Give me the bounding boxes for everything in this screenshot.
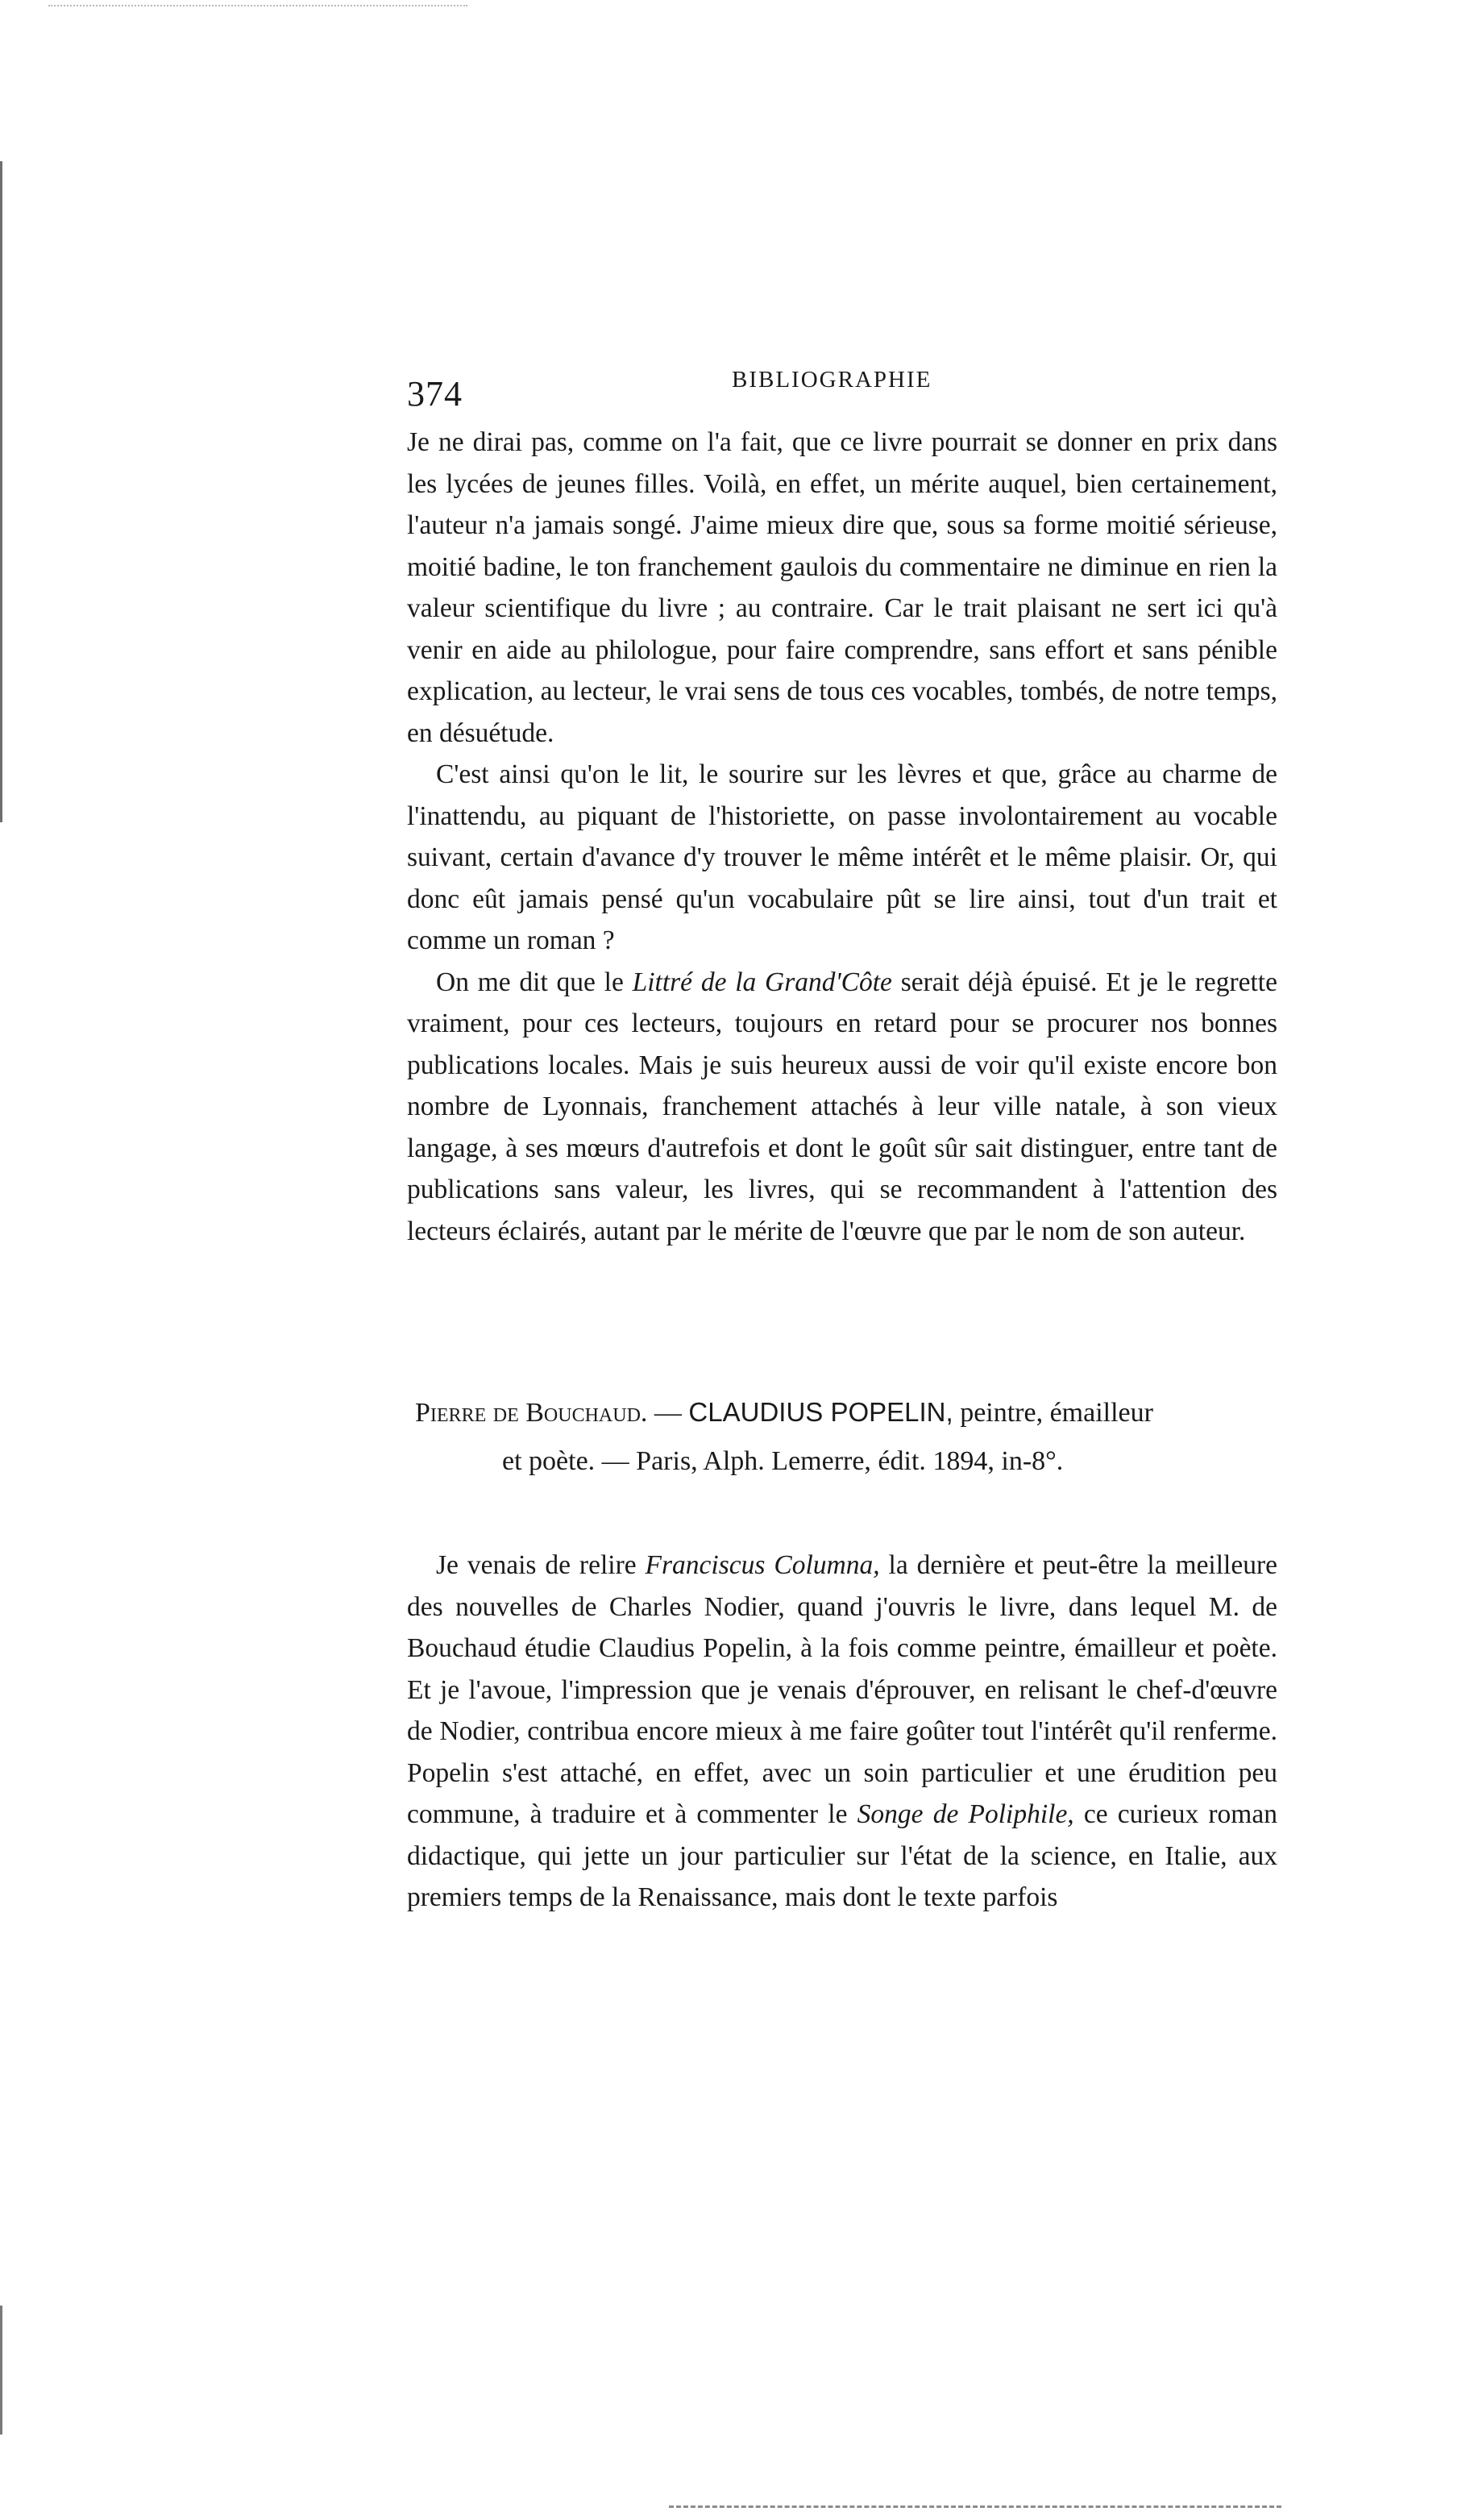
scan-edge-left-lower (0, 2306, 2, 2435)
book-subtitle: peintre, émailleur (953, 1398, 1153, 1428)
page-number: 374 (407, 374, 463, 414)
cited-title: Littré de la Grand'Côte (632, 967, 892, 997)
cited-title: Franciscus Columna, (645, 1550, 880, 1580)
cited-title: Songe de Poliphile, (857, 1799, 1074, 1829)
running-title: BIBLIOGRAPHIE (732, 367, 932, 393)
body-text-section-1 (407, 422, 1277, 1252)
reviewed-book-title: CLAUDIUS POPELIN, (688, 1397, 953, 1427)
publication-info: — Paris, Alph. Lemerre, édit. 1894, in-8°. (595, 1446, 1064, 1476)
paragraph-text: ce curieux roman didactique, qui jette un jour particulier sur l'état de la science, en Italie, aux premiers temps de la Renaissance, mais dont le texte parfois (407, 1799, 1277, 1912)
scan-edge-left (0, 161, 2, 822)
scan-artifact-bottom (669, 2505, 1281, 2510)
scan-artifact-top (48, 5, 467, 8)
heading-dash: — (647, 1398, 689, 1428)
book-subtitle-cont: et poète. (502, 1446, 596, 1476)
paragraph-text: Je venais de relire (436, 1550, 646, 1580)
paragraph: C'est ainsi qu'on le lit, le sourire sur les lèvres et que, grâce au charme de l'inattendu, au piquant de l'historiette, on passe involontairement au vocable suivant, certain d'avance d'y trouver le même intérêt et le même plaisir. Or, qui donc eût jamais pensé qu'un vocabulaire pût se lire ainsi, tout d'un trait et comme un roman ? (407, 759, 1277, 955)
review-heading-line-1 (415, 1388, 1285, 1437)
body-text-section-2 (407, 1545, 1277, 1919)
paragraph (407, 962, 1277, 1253)
review-author: Pierre de Bouchaud. (415, 1398, 648, 1428)
paragraph: Je ne dirai pas, comme on l'a fait, que ce livre pourrait se donner en prix dans les lycées de jeunes filles. Voilà, en effet, un mérite auquel, bien certainement, l'auteur n'a jamais songé. J'aime mieux dire que, sous sa forme moitié sérieuse, moitié badine, le ton franchement gaulois du commentaire ne diminue en rien la valeur scientifique du livre ; au contraire. Car le trait plaisant ne sert ici qu'à venir en aide au philologue, pour faire comprendre, sans effort et sans pénible explication, au lecteur, le vrai sens de tous ces vocables, tombés, de notre temps, en désuétude. (407, 427, 1277, 748)
paragraph-text: la dernière et peut-être la meilleure des nouvelles de Charles Nodier, quand j'ouvris le livre, dans lequel M. de Bouchaud étudie Claudius Popelin, à la fois comme peintre, émailleur et poète. Et je l'avoue, l'impression que je venais d'éprouver, en relisant le chef-d'œuvre de Nodier, contribua encore mieux à me faire goûter tout l'intérêt qu'il renferme. Popelin s'est attaché, en effet, avec un soin particulier et une érudition peu commune, à traduire et à commenter le (407, 1550, 1277, 1829)
review-heading-line-2 (415, 1437, 1285, 1486)
review-heading (415, 1388, 1285, 1486)
paragraph (407, 1545, 1277, 1919)
paragraph-text: serait déjà épuisé. Et je le regrette vraiment, pour ces lecteurs, toujours en retard pour se procurer nos bonnes publications locales. Mais je suis heureux aussi de voir qu'il existe encore bon nombre de Lyonnais, franchement attachés à leur ville natale, à son vieux langage, à ses mœurs d'autrefois et dont le goût sûr sait distinguer, entre tant de publications sans valeur, les livres, qui se recommandent à l'attention des lecteurs éclairés, autant par le mérite de l'œuvre que par le nom de son auteur. (407, 967, 1277, 1246)
page-header (407, 367, 1277, 423)
paragraph-text: On me dit que le (436, 967, 633, 997)
